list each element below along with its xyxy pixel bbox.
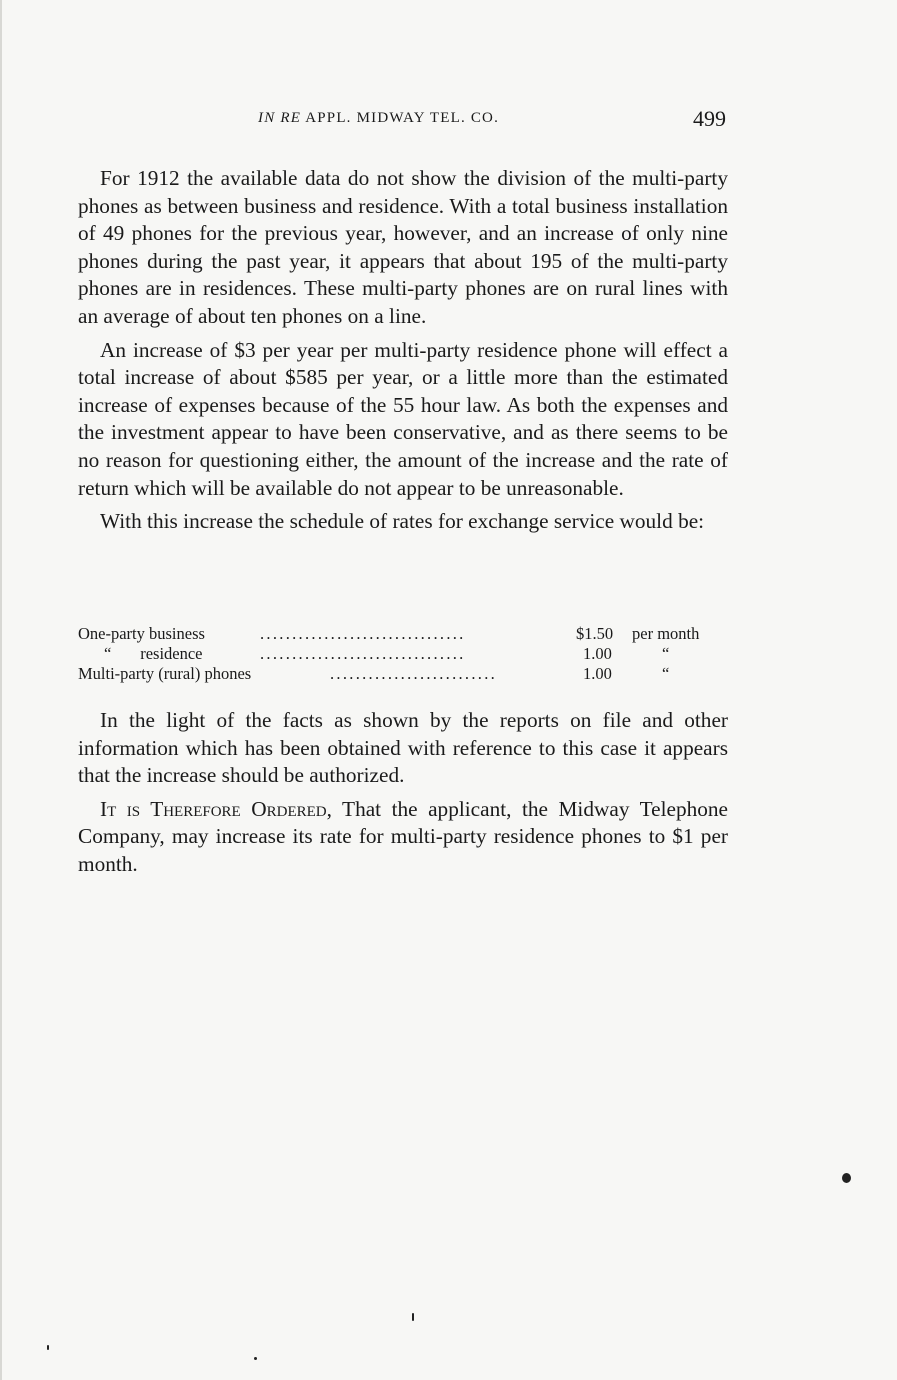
ink-speck (412, 1313, 414, 1321)
rate-label: “ residence (104, 644, 203, 663)
running-title (258, 110, 499, 127)
rate-unit: “ (662, 644, 670, 663)
running-title-rest: APPL. MIDWAY TEL. CO. (301, 110, 500, 126)
order-rest: That the applicant, the Midway Telephone Company, may increase its rate for multi-party residence phones to $1 per month. (78, 796, 728, 876)
paragraph-1: For 1912 the available data do not show the division of the multi-party phones as between business and residence. With a total business installation of 49 phones for the previous year, however, and an increase of only nine phones during the past year, it appears that about 195 of the multi-party phones are in residences. These multi-party phones are on rural lines with an average of about ten phones on a line. (78, 166, 728, 328)
order-paragraph (78, 796, 728, 879)
rate-unit: per month (632, 624, 700, 643)
rate-amount: $1.50 (576, 624, 614, 643)
running-head (78, 106, 728, 136)
closing-text (78, 707, 728, 885)
rate-amount: 1.00 (583, 664, 612, 683)
rate-row (78, 624, 730, 644)
rate-amount: 1.00 (583, 644, 612, 663)
paragraph-3: With this increase the schedule of rates for exchange service would be: (100, 509, 705, 534)
rate-label: Multi-party (rural) phones (78, 664, 252, 683)
page-number: 499 (693, 106, 726, 131)
rate-label: One-party business (78, 624, 205, 643)
leader-dots: .......................... (330, 664, 498, 683)
running-title-italic: IN RE (258, 110, 302, 126)
leader-dots: ................................ (260, 624, 466, 643)
rate-schedule (78, 624, 730, 684)
ink-speck (47, 1345, 49, 1350)
order-lead: It is Therefore Ordered, (100, 796, 332, 821)
leader-dots: ................................ (260, 644, 466, 663)
rate-row (78, 644, 730, 664)
body-text (78, 165, 728, 542)
rate-row (78, 664, 730, 684)
paragraph-4: In the light of the facts as shown by the reports on file and other information which has been obtained with reference to this case it appears that the increase should be authorized. (78, 708, 728, 788)
ink-speck (842, 1173, 851, 1183)
paragraph-2: An increase of $3 per year per multi-party residence phone will effect a total increase of about $585 per year, or a little more than the estimated increase of expenses because of the 55 hour law. As both the expenses and the investment appear to have been conservative, and as there seems to be no reason for questioning either, the amount of the increase and the rate of return which will be available do not appear to be unreasonable. (78, 337, 728, 500)
rate-unit: “ (662, 664, 670, 683)
ink-speck (254, 1357, 257, 1360)
